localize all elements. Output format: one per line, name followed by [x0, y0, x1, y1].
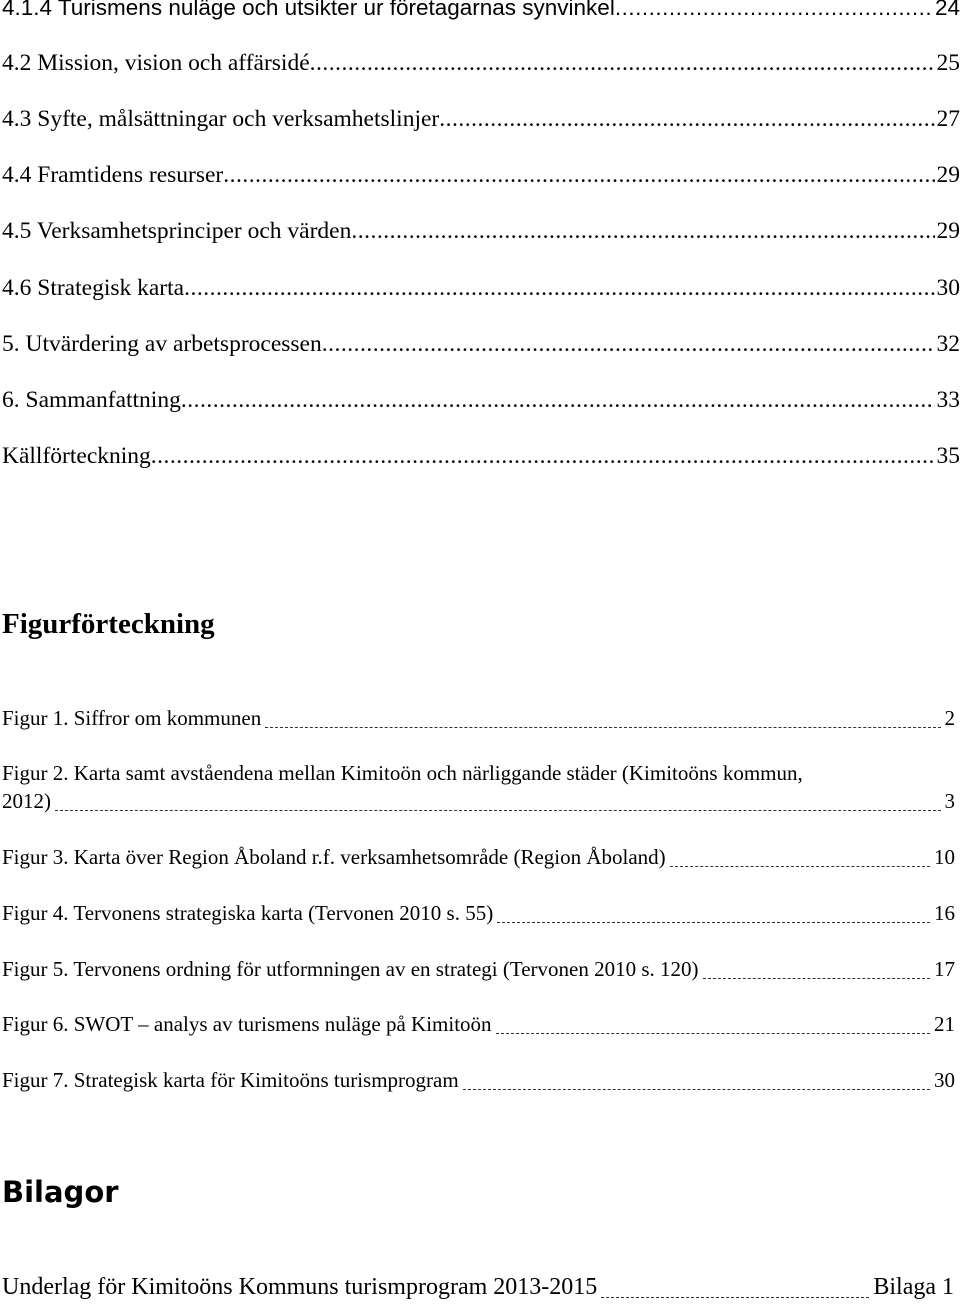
dot-leader [615, 0, 933, 21]
toc-entry-label: 4.4 Framtidens resurser [2, 162, 224, 188]
toc-entry[interactable] [2, 443, 960, 475]
figure-entry-label: Figur 5. Tervonens ordning för utformningen av en strategi (Tervonen 2010 s. 120) [2, 957, 699, 981]
dash-leader [703, 978, 930, 979]
figures-heading: Figurförteckning [2, 608, 215, 640]
figure-entry-label-line1[interactable]: Figur 2. Karta samt avståendena mellan Kimitoön och närliggande städer (Kimitoöns kommun, [2, 761, 803, 785]
figure-entry-label: Figur 3. Karta över Region Åboland r.f. verksamhetsområde (Region Åboland) [2, 845, 666, 869]
toc-entry[interactable] [2, 331, 960, 363]
figure-entry-label: 2012) [2, 789, 51, 813]
toc-entry-page: 27 [936, 106, 960, 132]
dot-leader [439, 106, 934, 133]
dash-leader [497, 922, 930, 923]
toc-entry-page: 30 [936, 275, 960, 301]
dot-leader [351, 218, 934, 245]
figure-entry[interactable] [2, 1012, 955, 1037]
dot-leader [181, 387, 935, 414]
figure-entry-page: 3 [944, 789, 955, 813]
dot-leader [184, 275, 934, 302]
figure-entry[interactable] [2, 957, 955, 982]
figure-entry-page: 21 [934, 1012, 955, 1036]
figure-entry-label: Figur 4. Tervonens strategiska karta (Tervonen 2010 s. 55) [2, 901, 494, 925]
appendix-heading: Bilagor [2, 1175, 119, 1209]
appendix-entry[interactable] [2, 1274, 954, 1301]
toc-entry-label: 5. Utvärdering av arbetsprocessen [2, 331, 322, 357]
dot-leader [223, 162, 934, 189]
appendix-entry-label: Underlag för Kimitoöns Kommuns turismprogram 2013-2015 [2, 1274, 598, 1300]
toc-entry-page: 25 [936, 50, 960, 76]
dash-leader [496, 1033, 930, 1034]
figure-entry-page: 16 [934, 901, 955, 925]
appendix-entry-page: Bilaga 1 [873, 1274, 954, 1300]
dash-leader [265, 727, 940, 728]
figure-entry-label: Figur 6. SWOT – analys av turismens nuläge på Kimitoön [2, 1012, 492, 1036]
dot-leader [322, 331, 935, 358]
dot-leader [151, 443, 935, 470]
figure-entry-page: 10 [934, 845, 955, 869]
figure-entry-label: Figur 1. Siffror om kommunen [2, 706, 262, 730]
toc-entry-label: 6. Sammanfattning [2, 387, 181, 413]
dash-leader [55, 810, 941, 811]
toc-entry[interactable] [2, 162, 960, 194]
toc-entry-label: 4.2 Mission, vision och affärsidé [2, 50, 310, 76]
figure-entry[interactable] [2, 789, 955, 814]
toc-entry-label: 4.1.4 Turismens nuläge och utsikter ur företagarnas synvinkel [2, 0, 615, 20]
toc-entry-label: 4.5 Verksamhetsprinciper och värden [2, 218, 352, 244]
figure-entry-page: 17 [934, 957, 955, 981]
dash-leader [601, 1297, 869, 1298]
toc-entry-page: 24 [934, 0, 960, 20]
toc-entry-page: 33 [936, 387, 960, 413]
figure-entry[interactable] [2, 706, 955, 731]
toc-entry[interactable] [2, 275, 960, 307]
figure-entry[interactable] [2, 901, 955, 926]
dash-leader [670, 866, 930, 867]
figure-entry-page: 30 [934, 1068, 955, 1092]
figure-entry[interactable] [2, 1068, 955, 1093]
toc-entry[interactable] [2, 106, 960, 138]
toc-entry-page: 35 [936, 443, 960, 469]
toc-entry-page: 29 [936, 162, 960, 188]
toc-entry-label: 4.6 Strategisk karta [2, 275, 185, 301]
toc-entry[interactable] [2, 218, 960, 250]
figure-entry-label: Figur 7. Strategisk karta för Kimitoöns turismprogram [2, 1068, 459, 1092]
toc-entry[interactable] [2, 387, 960, 419]
figure-entry[interactable] [2, 845, 955, 870]
dash-leader [463, 1089, 930, 1090]
toc-entry[interactable] [2, 0, 960, 27]
toc-entry[interactable] [2, 50, 960, 82]
toc-entry-page: 32 [936, 331, 960, 357]
toc-entry-label: 4.3 Syfte, målsättningar och verksamhetslinjer [2, 106, 440, 132]
toc-entry-page: 29 [936, 218, 960, 244]
toc-entry-label: Källförteckning [2, 443, 151, 469]
dot-leader [310, 50, 935, 77]
figure-entry-page: 2 [944, 706, 955, 730]
